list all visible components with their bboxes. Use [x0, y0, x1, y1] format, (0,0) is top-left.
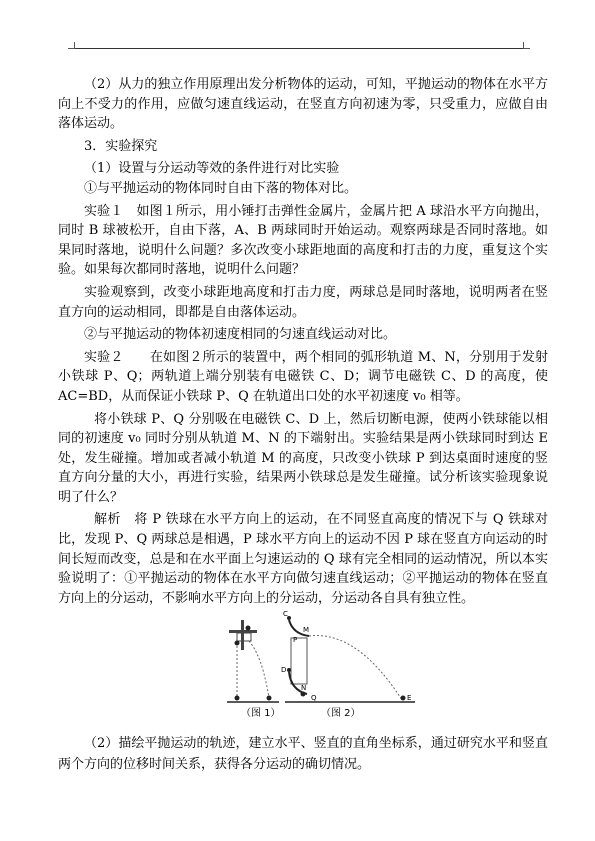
experiment-2-procedure: 将小铁球 P、Q 分别吸在电磁铁 C、D 上，然后切断电源，使两小铁球能以相同的初速度 v₀ 同时分别从轨道 M、N 的下端射出。实验结果是两小铁球同时到达 E 处，发生碰撞。增加或者减小轨道 M 的高度，只改变小铁球 P 到达桌面时速度的竖直方向分量的大小，再进行实验，结果两小铁球总是发生碰撞。试分析该实验现象说明了什么？ — [58, 411, 548, 505]
experiment-1-observation: 实验观察到，改变小球距地高度和打击力度，两球总是同时落地，说明两者在竖直方向的运动相同，即都是自由落体运动。 — [58, 284, 548, 320]
header-corner-right — [523, 42, 530, 49]
label-D: D — [281, 666, 287, 674]
label-P: P — [293, 636, 298, 644]
figure-2-caption: （图 2） — [321, 708, 361, 719]
figure-1-caption: （图 1） — [241, 708, 281, 719]
section-heading-experiment: 3．实验探究 — [84, 138, 158, 154]
label-N: N — [301, 684, 307, 692]
document-body — [58, 75, 548, 608]
figure-illustration — [227, 610, 417, 720]
figure-2-apparatus — [281, 610, 415, 702]
header-rule — [75, 48, 523, 49]
analysis-paragraph: 解析 将 P 铁球在水平方向上的运动，在不同竖直高度的情况下与 Q 铁球对比，发现 P、Q 两球总是相遇，P 球水平方向上的运动不因 P 球在竖直方向运动的时间长短而改变，总是和在水平面上匀速运动的 Q 球有完全相同的运动情况，所以本实验说明了：①平抛运动的物体在水平方向做匀速直线运动；②平抛运动的物体在竖直方向上的分运动，不影响水平方向上的分运动，分运动各自具有独立性。 — [58, 512, 548, 606]
comparison-item-2: ②与平抛运动的物体初速度相同的匀速直线运动对比。 — [84, 327, 397, 343]
closing-section — [58, 733, 548, 775]
subsection-heading: （1）设置与分运动等效的条件进行对比实验 — [84, 161, 340, 177]
experiment-1-text: 实验１ 如图１所示，用小锤打击弹性金属片，金属片把 A 球沿水平方向抛出，同时 B 球被松开，自由下落，A、B 两球同时开始运动。观察两球是否同时落地。如果同时落地，说明什么问题？多次改变小球距地面的高度和打击的力度，重复这个实验。如果每次都同时落地，说明什么问题？ — [58, 203, 548, 278]
experiment-figures — [227, 610, 417, 720]
label-M: M — [303, 626, 310, 634]
label-C: C — [283, 610, 288, 618]
label-E: E — [407, 694, 412, 702]
label-Q: Q — [311, 694, 317, 702]
trajectory-paragraph: （2）描绘平抛运动的轨迹，建立水平、竖直的直角坐标系，通过研究水平和竖直两个方向的位移时间关系，获得各分运动的确切情况。 — [58, 736, 548, 772]
experiment-2-text: 实验２ 在如图２所示的装置中，两个相同的弧形轨道 M、N，分别用于发射小铁球 P、Q；两轨道上端分别装有电磁铁 C、D；调节电磁铁 C、D 的高度，使 AC=BD，从而保证小铁球 P、Q 在轨道出口处的水平初速度 v₀ 相等。 — [58, 349, 548, 404]
header-corner-left — [68, 42, 75, 49]
figure-1-apparatus — [227, 620, 279, 702]
paragraph-force-independence: （2）从力的独立作用原理出发分析物体的运动，可知，平抛运动的物体在水平方向上不受力的作用，应做匀速直线运动，在竖直方向初速为零，只受重力，应做自由落体运动。 — [58, 77, 548, 132]
comparison-item-1: ①与平抛运动的物体同时自由下落的物体对比。 — [84, 180, 358, 196]
